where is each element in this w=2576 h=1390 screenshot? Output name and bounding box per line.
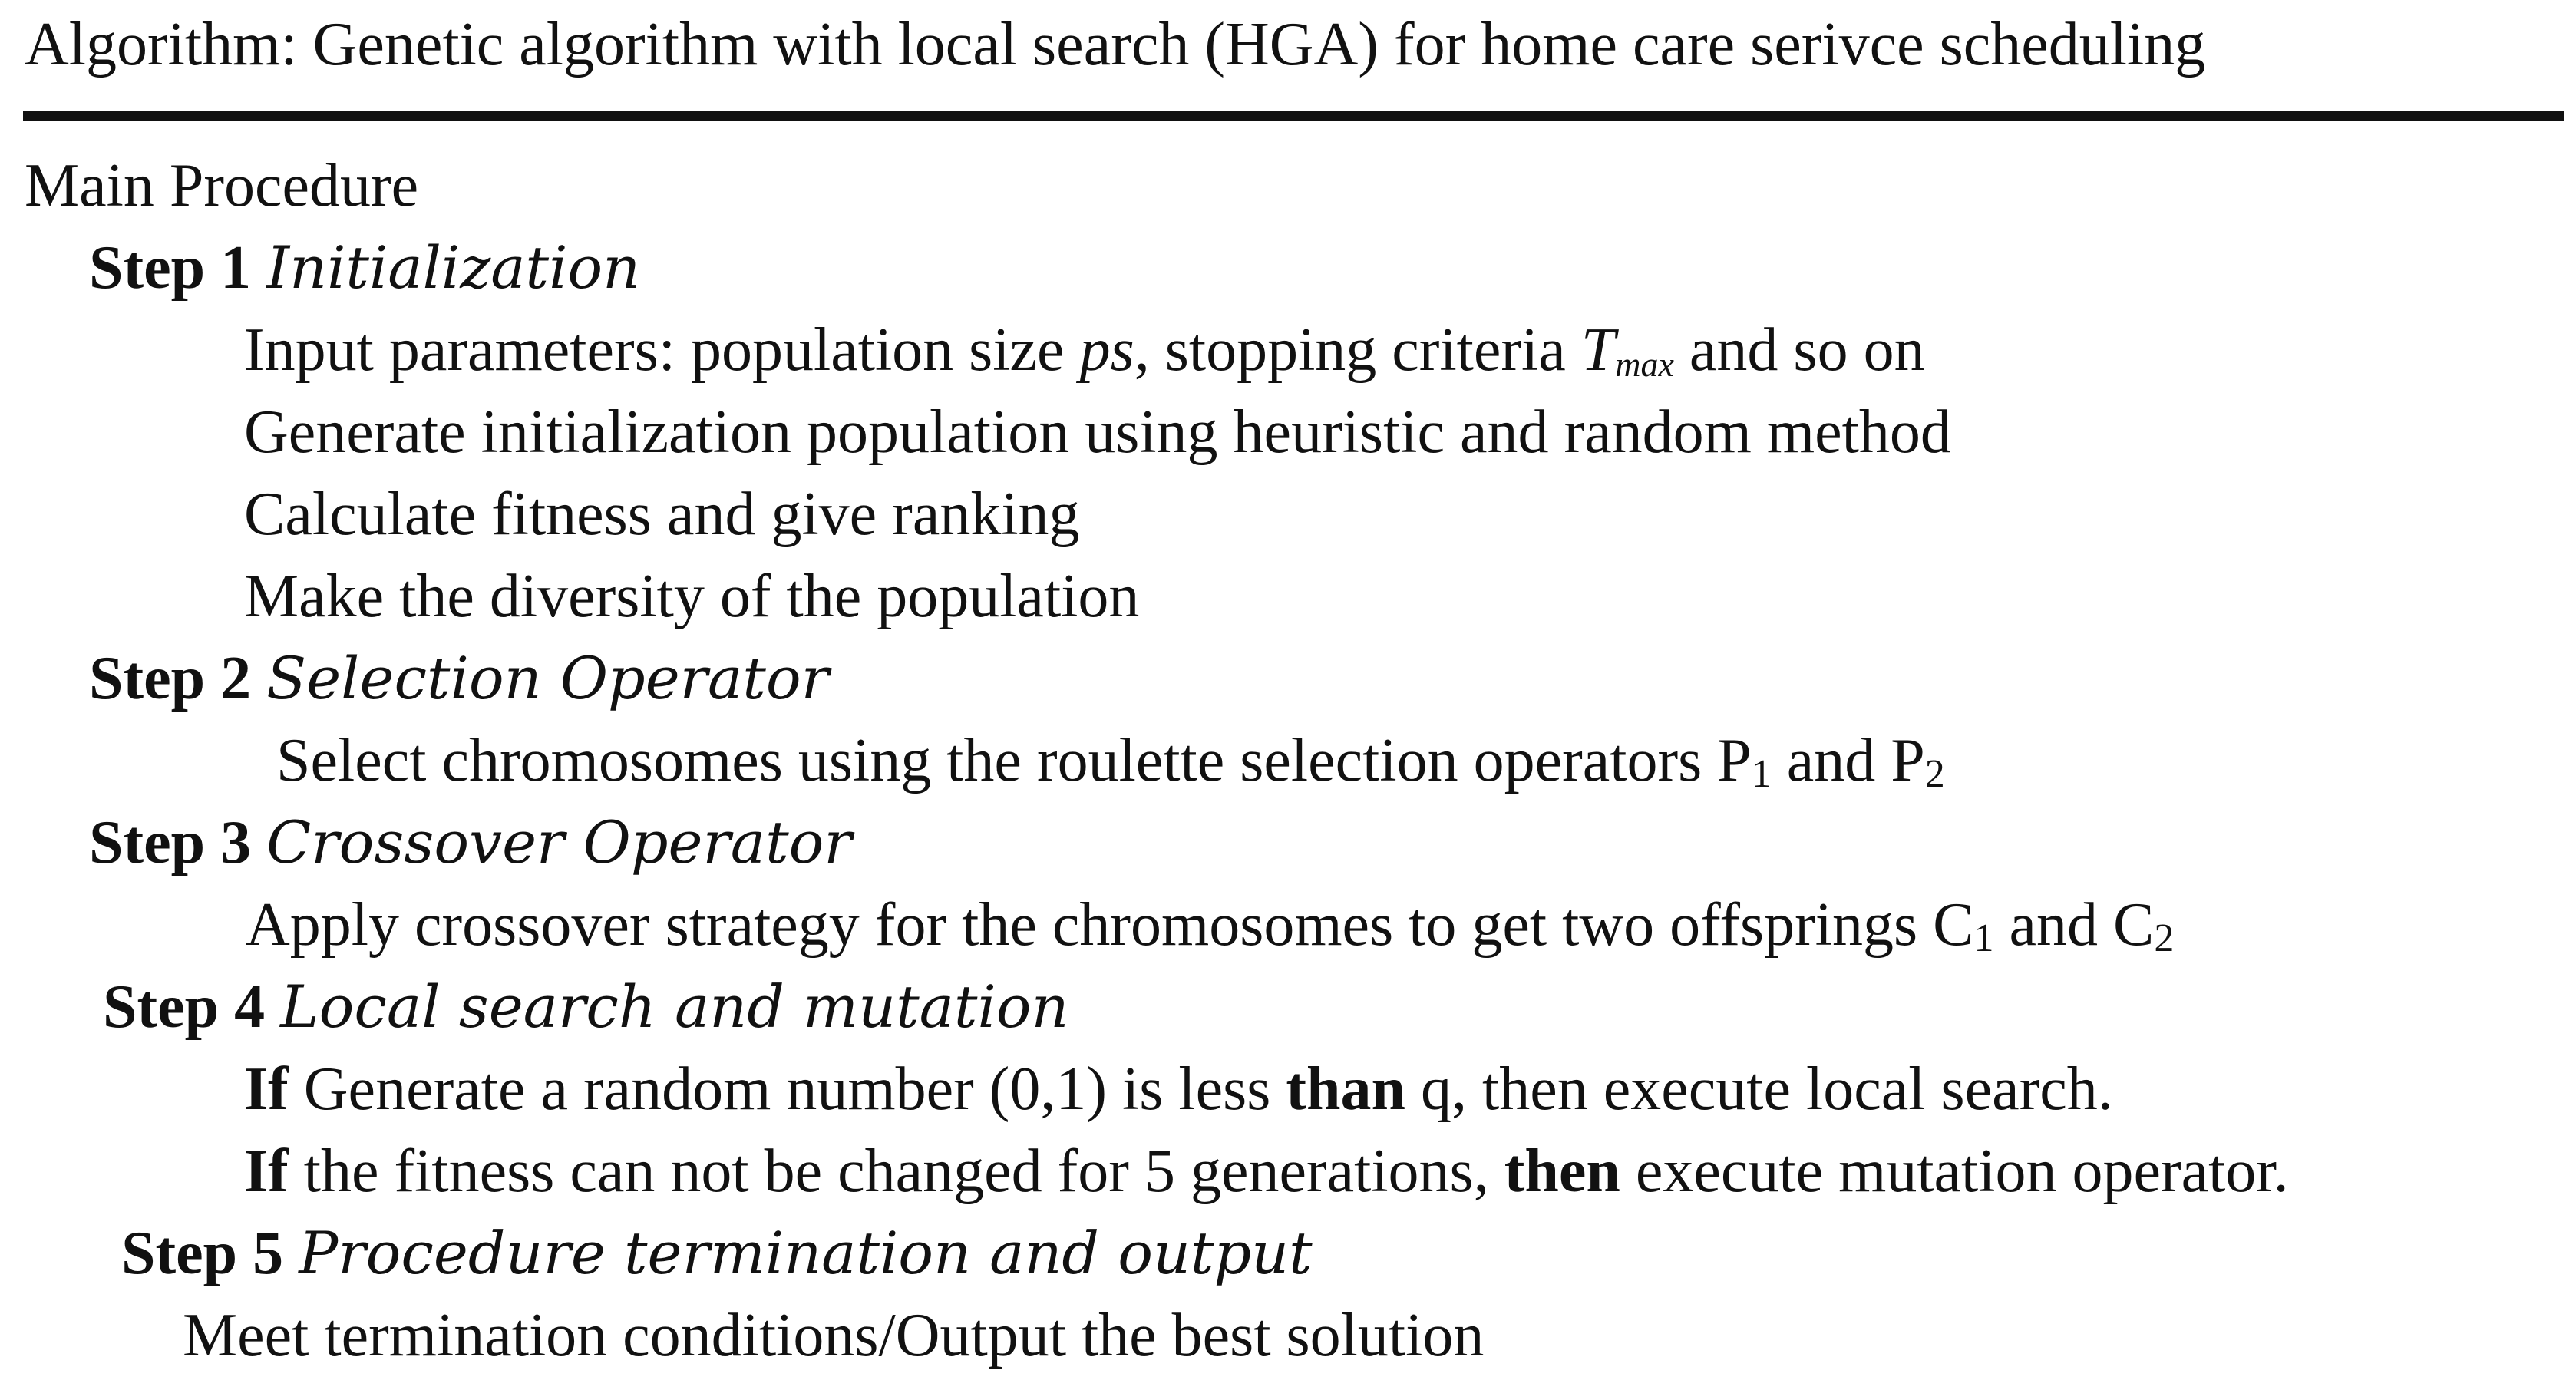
- step-4-mutation: [244, 1137, 2289, 1205]
- t-max-subscript: max: [1615, 345, 1674, 384]
- p2-subscript: 2: [1924, 752, 1945, 796]
- title-rule: [23, 111, 2564, 121]
- step-3-label: Step 3: [89, 809, 252, 877]
- step-1-label: Step 1: [89, 234, 252, 302]
- step-4-local-search: [244, 1055, 2113, 1123]
- main-procedure-heading: Main Procedure: [25, 152, 419, 220]
- crossover-text-middle: and C: [1993, 891, 2155, 959]
- input-parameters-suffix: and so on: [1673, 316, 1925, 384]
- if-keyword: If: [244, 1137, 289, 1205]
- local-search-action: q, then execute local search.: [1405, 1055, 2113, 1123]
- p1-subscript: 1: [1751, 752, 1772, 796]
- step-5-name: Procedure termination and output: [299, 1219, 1313, 1287]
- step-4-name: Local search and mutation: [280, 972, 1069, 1041]
- if-keyword: If: [244, 1055, 289, 1123]
- algorithm-title: Algorithm: Genetic algorithm with local search (HGA) for home care serivce scheduling: [25, 11, 2206, 78]
- step-1-heading: [89, 233, 641, 302]
- c2-subscript: 2: [2154, 916, 2175, 960]
- then-keyword: then: [1504, 1137, 1620, 1205]
- step-3-heading: [89, 808, 852, 877]
- stopping-criteria-text: , stopping criteria: [1134, 316, 1581, 384]
- selection-text-middle: and P: [1771, 727, 1925, 794]
- selection-text-prefix: Select chromosomes using the roulette selection operators P: [276, 727, 1752, 794]
- step-1-diversity: Make the diversity of the population: [244, 563, 1140, 630]
- step-1-name: Initialization: [266, 233, 641, 302]
- mutation-action: execute mutation operator.: [1620, 1137, 2289, 1205]
- step-3-name: Crossover Operator: [266, 808, 852, 877]
- input-parameters-prefix: Input parameters: population size: [244, 316, 1080, 384]
- step-1-input-parameters: [244, 316, 1925, 384]
- t-max-symbol: T: [1580, 316, 1616, 384]
- c1-subscript: 1: [1973, 916, 1994, 960]
- step-5-heading: [121, 1219, 1313, 1287]
- step-5-label: Step 5: [121, 1220, 284, 1287]
- step-2-label: Step 2: [89, 645, 252, 712]
- local-search-condition: Generate a random number (0,1) is less: [288, 1055, 1286, 1123]
- step-2-heading: [89, 644, 829, 712]
- step-5-output: Meet termination conditions/Output the best solution: [183, 1302, 1485, 1369]
- step-1-generate-population: Generate initialization population using heuristic and random method: [244, 398, 1951, 466]
- population-size-symbol: ps: [1079, 316, 1134, 384]
- step-2-name: Selection Operator: [266, 644, 829, 712]
- crossover-text-prefix: Apply crossover strategy for the chromosomes to get two offsprings C: [246, 891, 1974, 959]
- step-2-selection: [276, 727, 1945, 796]
- mutation-condition: the fitness can not be changed for 5 generations,: [288, 1137, 1504, 1205]
- step-1-calculate-fitness: Calculate fitness and give ranking: [244, 480, 1080, 548]
- step-4-heading: [103, 972, 1069, 1041]
- step-3-crossover: [246, 891, 2175, 960]
- step-4-label: Step 4: [103, 973, 266, 1041]
- than-keyword: than: [1286, 1055, 1405, 1123]
